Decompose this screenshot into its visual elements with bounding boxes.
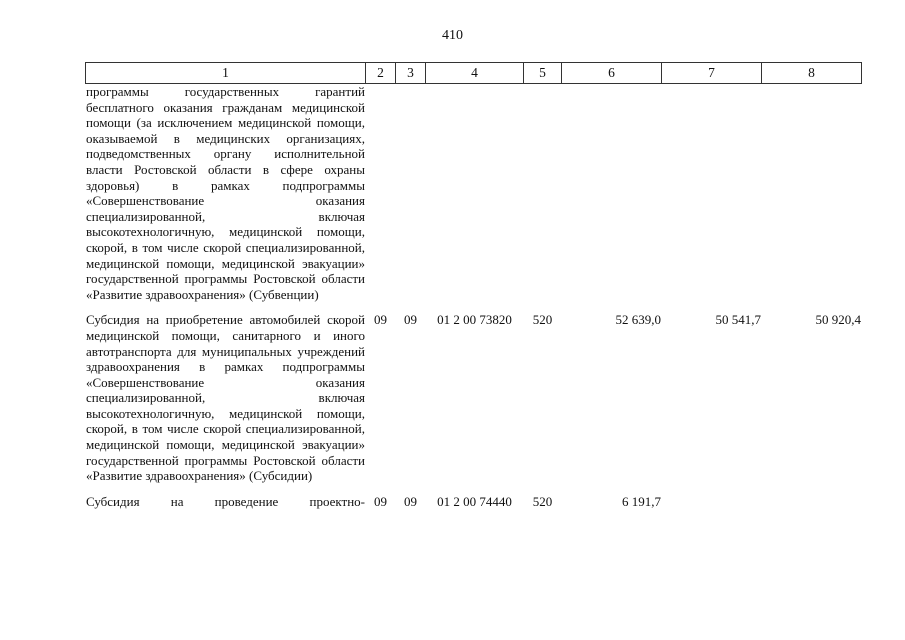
row-amount-3 [762,494,862,524]
row-subsection: 09 [404,493,417,509]
row-subsection [396,84,426,303]
header-col-5: 5 [524,63,562,84]
row-spacer [86,484,862,494]
table-row [86,312,862,484]
row-amount-2 [662,494,762,524]
header-row [86,63,862,84]
row-section [366,84,396,303]
header-col-4: 4 [426,63,524,84]
page-number: 410 [442,28,463,43]
row-description [86,494,366,524]
row-amount-3: 50 920,4 [815,312,861,328]
header-col-6: 6 [562,63,662,84]
row-amount-3 [762,84,862,303]
table-row [86,84,862,303]
row-expense-type: 520 [532,493,553,509]
row-description-text: Субсидия на приобретение автомобилей скорой медицинской помощи, санитарного и иного автотранспорта для муниципальных учреждений здравоохранения в рамках подпрограммы «Совершенствование оказания специализированной, включая высокотехнологичную, медицинской помощи, скорой, в том числе скорой специализированной, медицинской помощи, медицинской эвакуации» государственной программы Ростовской области «Развитие здравоохранения» (Субсидии) [86,312,365,484]
row-amount-2: 50 541,7 [715,312,761,328]
table-row [86,494,862,524]
row-amount-1: 52 639,0 [615,312,661,328]
budget-table [85,62,862,524]
row-description-text: Субсидия на проведение проектно- [86,493,365,509]
header-col-3: 3 [396,63,426,84]
row-amount-2 [662,84,762,303]
row-spacer [86,302,862,312]
row-amount-1: 6 191,7 [622,493,661,509]
row-description [86,312,366,484]
row-expense-type [524,84,562,303]
row-description [86,84,366,303]
header-col-1: 1 [86,63,366,84]
header-col-7: 7 [662,63,762,84]
header-col-8: 8 [762,63,862,84]
row-description-text: программы государственных гарантий бесплатного оказания гражданам медицинской помощи (за исключением медицинской помощи, оказываемой в медицинских организациях, подведомственных органу исполнительной власти Ростовской области в сфере охраны здоровья) в рамках подпрограммы «Совершенствование оказания специализированной, включая высокотехнологичную, медицинской помощи, скорой, в том числе скорой специализированной, медицинской помощи, медицинской эвакуации» государственной программы Ростовской области «Развитие здравоохранения» (Субвенции) [86,84,365,302]
row-target-article [426,84,524,303]
row-target-article: 01 2 00 74440 [437,493,512,509]
row-section: 09 [374,312,387,328]
row-section: 09 [374,493,387,509]
row-subsection: 09 [404,312,417,328]
row-expense-type: 520 [532,312,553,328]
row-target-article: 01 2 00 73820 [437,312,512,328]
row-amount-1 [562,84,662,303]
header-col-2: 2 [366,63,396,84]
